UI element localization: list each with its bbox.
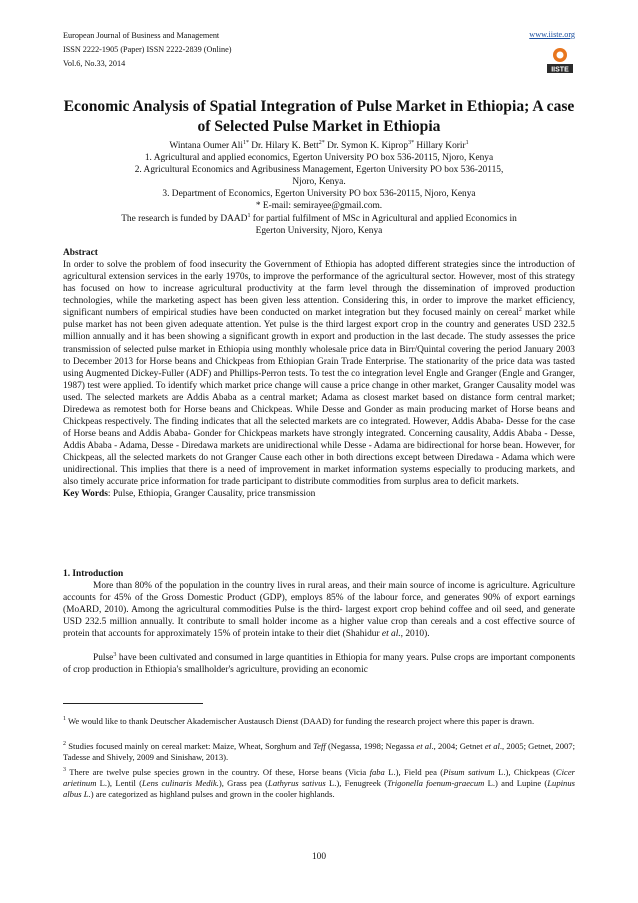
- paper-title: Economic Analysis of Spatial Integration of Pulse Market in Ethiopia; A case of Selected Pulse Market in Ethiopia: [63, 98, 575, 135]
- footnote-3: $^3$ There are twelve pulse species grown in the country. Of these, Horse beans (Vicia faba L.), Field pea (Pisum sativum L.), Chickpeas (Cicer arietinum L.), Lentil (Lens culinaris Medik.), Grass pea (Lathyrus sativus L.), Fenugreek (Trigonella foenum-graecum L.) and Lupine (Lupinus albus L.) are categorized as highland pulses and grown in the cooler highlands.: [63, 767, 575, 800]
- footnote-rule: [63, 703, 203, 704]
- affiliation-1: 1. Agricultural and applied economics, Egerton University PO box 536-20115, Njoro, Kenya: [144, 153, 494, 164]
- section-heading: 1. Introduction: [63, 569, 124, 579]
- journal-name: European Journal of Business and Management: [63, 31, 220, 40]
- author-names: Wintana Oumer Ali$^{1*}$ Dr. Hilary K. Bett$^{2*}$ Dr. Symon K. Kiprop$^{3*}$ Hillary Korir$^1$: [169, 139, 469, 151]
- intro-paragraph-1: More than 80% of the population in the country lives in rural areas, and their main source of income is agriculture. Agriculture accounts for 45% of the Gross Domestic Product (GDP), employs 85% of the labour force, and generates 90% of export earnings (MoARD, 2010). Among the agricultural commodities Pulse is the third- largest export crop behind coffee and oil seed, and generate USD 232.5 million annually. It contribute to small holder income as a higher value crop than cereals and a cost effective source of protein that accounts for approximately 15% of protein intake to their diet (Shahidur et al., 2010).: [63, 581, 575, 640]
- affiliation-3: 3. Department of Economics, Egerton University PO box 536-20115, Njoro, Kenya: [162, 189, 476, 200]
- abstract: [63, 247, 575, 500]
- issn: ISSN 2222-1905 (Paper) ISSN 2222-2839 (Online): [63, 45, 232, 54]
- affiliation-2b: Njoro, Kenya.: [292, 177, 346, 188]
- author-email: * E-mail: semirayee@gmail.com.: [255, 201, 383, 212]
- author-block: [63, 140, 575, 237]
- logo-text: IISTE: [551, 66, 569, 74]
- abstract-heading: Abstract: [63, 248, 98, 258]
- funding-note-2: Egerton University, Njoro, Kenya: [255, 225, 383, 236]
- abstract-text: In order to solve the problem of food insecurity the Government of Ethiopia has adopted different strategies since the introduction of agricultural extension services in the early 1970s, to improve the performance of the agricultural sector. However, most of this strategy has focused on how to increase agricultural productivity at the farm level through the dissemination of improved production technologies, while the marketing aspect has been given less attention. Considering this, in order to improve the market efficiency, significant numbers of empirical studies have been conducted on market integration but they focused mainly on cereal$^2$ market while pulse market has not been given adequate attention. Yet pulse is the third largest export crop in the country and generates USD 232.5 million annually and it has been showing a significant growth in export and production in the last decade. The study assesses the price transmission of selected pulse market in Ethiopia using monthly wholesale price data in Birr/Quintal covering the period January 2003 to December 2013 for Horse beans and Chickpeas from Ethiopian Grain Trade Enterprise. The stationarity of the price data was tasted using Augmented Dickey-Fuller (ADF) and Phillips-Perron tests. To test the co integration level Engle and Granger (Engle and Granger, 1987) test were applied. To identify which market price change will cause a price change in other market, Granger Causality model was used. The selected markets are Addis Ababa as a central market; Adama as closest market based on distance form central market; Diredewa as remotest both for Horse beans and Chickpeas. While Desse and Gonder as main producing market of Horse beans and Chickpeas respectively. The finding indicates that all the selected markets are co integrated. However, Addis Ababa- Desse for the case of Horse beans and Addis Ababa- Gonder for Chickpeas markets have strongly integrated. Concerning causality, Addis Ababa - Desse, Addis Ababa - Adama, Desse - Diredawa markets are unidirectional while Desse - Adama are bidirectional for horse bean. However, for Chickpeas, all the selected markets do not Granger Cause each other in both directions except between Diredawa - Adama which were unidirectional. This implies that there is a need of improvement in market information systems especially to producing markets, and also timely accurate price information for trade participant to distribute commodities from surplus area to deficit markets.: [63, 260, 576, 488]
- iiste-logo: [545, 47, 575, 74]
- introduction: [63, 568, 575, 677]
- footnote-1: $^1$ We would like to thank Deutscher Akademischer Austausch Dienst (DAAD) for funding the research project where this paper is drawn.: [63, 716, 535, 726]
- affiliation-2: 2. Agricultural Economics and Agribusiness Management, Egerton University PO box 536-20115,: [134, 165, 504, 176]
- journal-link[interactable]: www.iiste.org: [529, 30, 575, 39]
- keywords: Key Words: Pulse, Ethiopia, Granger Causality, price transmission: [63, 489, 316, 500]
- footnote-2: $^2$ Studies focused mainly on cereal market: Maize, Wheat, Sorghum and Teff (Negassa, 1998; Negassa et al., 2004; Getnet et al., 2005; Getnet, 2007; Tadesse and Shively, 2009 and Sinishaw, 2013).: [63, 741, 575, 763]
- intro-paragraph-2: Pulse$^3$ have been cultivated and consumed in large quantities in Ethiopia for many years. Pulse crops are important components of crop production in Ethiopia's smallholder's agriculture, providing an economic: [63, 652, 575, 676]
- volume: Vol.6, No.33, 2014: [63, 59, 126, 68]
- page-number: 100: [311, 852, 327, 862]
- funding-note: The research is funded by DAAD$^1$ for partial fulfilment of MSc in Agricultural and applied Economics in: [121, 212, 517, 224]
